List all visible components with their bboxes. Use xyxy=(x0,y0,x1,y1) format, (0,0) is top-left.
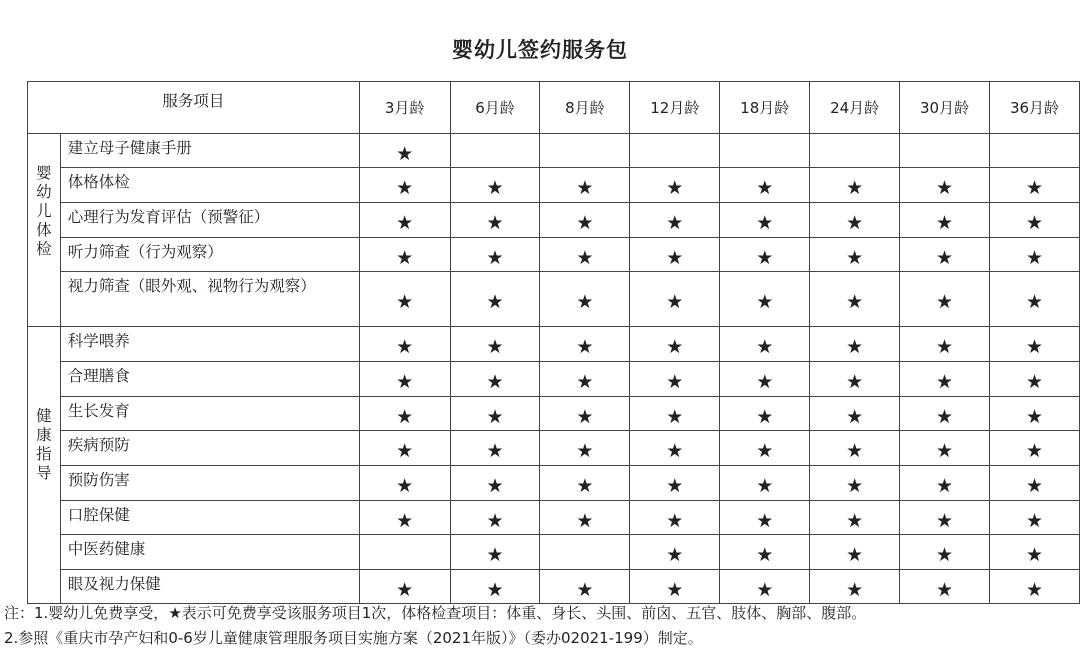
star-mark: ★ xyxy=(810,168,900,203)
star-mark: ★ xyxy=(359,168,450,203)
star-mark: ★ xyxy=(630,168,720,203)
header-age: 8月龄 xyxy=(540,82,630,134)
star-mark: ★ xyxy=(810,362,900,397)
service-item: 口腔保健 xyxy=(60,501,359,535)
star-mark: ★ xyxy=(450,501,540,535)
star-mark: ★ xyxy=(989,535,1079,570)
star-mark: ★ xyxy=(900,397,990,431)
table-row xyxy=(28,134,1080,168)
header-age: 3月龄 xyxy=(359,82,450,134)
star-mark: ★ xyxy=(540,397,630,431)
star-mark: ★ xyxy=(359,570,450,604)
table-row xyxy=(28,535,1080,570)
star-mark: ★ xyxy=(359,466,450,501)
star-mark: ★ xyxy=(450,570,540,604)
star-mark: ★ xyxy=(540,431,630,466)
star-mark: ★ xyxy=(900,238,990,272)
star-mark: ★ xyxy=(810,397,900,431)
star-mark: ★ xyxy=(540,238,630,272)
service-item: 心理行为发育评估（预警征） xyxy=(60,203,359,238)
star-mark: ★ xyxy=(989,466,1079,501)
service-item: 中医药健康 xyxy=(60,535,359,570)
header-age: 6月龄 xyxy=(450,82,540,134)
star-mark: ★ xyxy=(989,168,1079,203)
star-mark: ★ xyxy=(630,501,720,535)
star-mark: ★ xyxy=(630,203,720,238)
group-cell xyxy=(28,134,61,327)
star-mark: ★ xyxy=(359,134,450,168)
star-mark: ★ xyxy=(450,203,540,238)
star-mark: ★ xyxy=(900,168,990,203)
star-mark: ★ xyxy=(720,362,810,397)
star-mark: ★ xyxy=(540,272,630,327)
star-mark: ★ xyxy=(450,272,540,327)
star-mark: ★ xyxy=(720,168,810,203)
star-mark: ★ xyxy=(810,466,900,501)
empty-cell xyxy=(540,535,630,570)
header-age: 12月龄 xyxy=(630,82,720,134)
star-mark: ★ xyxy=(810,570,900,604)
star-mark: ★ xyxy=(810,535,900,570)
star-mark: ★ xyxy=(450,397,540,431)
group-label: 健康指导 xyxy=(36,407,52,482)
service-item: 听力筛查（行为观察） xyxy=(60,238,359,272)
star-mark: ★ xyxy=(359,203,450,238)
star-mark: ★ xyxy=(900,466,990,501)
star-mark: ★ xyxy=(540,466,630,501)
star-mark: ★ xyxy=(900,535,990,570)
star-mark: ★ xyxy=(810,501,900,535)
table-row xyxy=(28,327,1080,362)
service-item: 疾病预防 xyxy=(60,431,359,466)
star-mark: ★ xyxy=(630,431,720,466)
star-mark: ★ xyxy=(630,362,720,397)
service-item: 体格体检 xyxy=(60,168,359,203)
star-mark: ★ xyxy=(540,327,630,362)
star-mark: ★ xyxy=(900,362,990,397)
star-mark: ★ xyxy=(450,362,540,397)
star-mark: ★ xyxy=(450,431,540,466)
star-mark: ★ xyxy=(810,238,900,272)
star-mark: ★ xyxy=(720,327,810,362)
star-mark: ★ xyxy=(359,397,450,431)
service-package-table xyxy=(27,81,1080,604)
star-mark: ★ xyxy=(989,203,1079,238)
service-item: 合理膳食 xyxy=(60,362,359,397)
star-mark: ★ xyxy=(900,431,990,466)
empty-cell xyxy=(989,134,1079,168)
table-row xyxy=(28,362,1080,397)
empty-cell xyxy=(630,134,720,168)
star-mark: ★ xyxy=(989,501,1079,535)
group-cell xyxy=(28,327,61,604)
star-mark: ★ xyxy=(989,362,1079,397)
star-mark: ★ xyxy=(450,238,540,272)
star-mark: ★ xyxy=(989,570,1079,604)
service-item: 科学喂养 xyxy=(60,327,359,362)
star-mark: ★ xyxy=(630,327,720,362)
group-label: 婴幼儿体检 xyxy=(36,164,52,258)
star-mark: ★ xyxy=(359,327,450,362)
empty-cell xyxy=(450,134,540,168)
star-mark: ★ xyxy=(720,238,810,272)
empty-cell xyxy=(720,134,810,168)
star-mark: ★ xyxy=(720,431,810,466)
service-item: 视力筛查（眼外观、视物行为观察） xyxy=(60,272,359,327)
star-mark: ★ xyxy=(720,272,810,327)
star-mark: ★ xyxy=(989,397,1079,431)
star-mark: ★ xyxy=(540,168,630,203)
star-mark: ★ xyxy=(810,203,900,238)
header-age: 18月龄 xyxy=(720,82,810,134)
star-mark: ★ xyxy=(900,501,990,535)
star-mark: ★ xyxy=(720,397,810,431)
header-age: 36月龄 xyxy=(989,82,1079,134)
star-mark: ★ xyxy=(450,535,540,570)
star-mark: ★ xyxy=(630,272,720,327)
table-row xyxy=(28,431,1080,466)
service-item: 预防伤害 xyxy=(60,466,359,501)
star-mark: ★ xyxy=(989,238,1079,272)
star-mark: ★ xyxy=(359,272,450,327)
service-item: 生长发育 xyxy=(60,397,359,431)
star-mark: ★ xyxy=(720,466,810,501)
star-mark: ★ xyxy=(450,466,540,501)
empty-cell xyxy=(900,134,990,168)
table-row xyxy=(28,238,1080,272)
star-mark: ★ xyxy=(630,397,720,431)
star-mark: ★ xyxy=(900,570,990,604)
star-mark: ★ xyxy=(359,431,450,466)
star-mark: ★ xyxy=(810,272,900,327)
table-row xyxy=(28,168,1080,203)
empty-cell xyxy=(810,134,900,168)
table-row xyxy=(28,397,1080,431)
header-row xyxy=(28,82,1080,134)
star-mark: ★ xyxy=(989,327,1079,362)
star-mark: ★ xyxy=(450,168,540,203)
header-age: 24月龄 xyxy=(810,82,900,134)
table-row xyxy=(28,466,1080,501)
empty-cell xyxy=(540,134,630,168)
empty-cell xyxy=(359,535,450,570)
star-mark: ★ xyxy=(540,501,630,535)
note-line-1: 注：1.婴幼儿免费享受，★表示可免费享受该服务项目1次，体格检查项目：体重、身长、头围、前囟、五官、肢体、胸部、腹部。 xyxy=(4,604,867,622)
header-service: 服务项目 xyxy=(28,82,360,134)
star-mark: ★ xyxy=(720,535,810,570)
table-title: 婴幼儿签约服务包 xyxy=(452,37,628,62)
star-mark: ★ xyxy=(630,238,720,272)
star-mark: ★ xyxy=(900,203,990,238)
star-mark: ★ xyxy=(630,570,720,604)
table-row xyxy=(28,501,1080,535)
star-mark: ★ xyxy=(720,203,810,238)
star-mark: ★ xyxy=(720,501,810,535)
star-mark: ★ xyxy=(359,238,450,272)
star-mark: ★ xyxy=(540,570,630,604)
star-mark: ★ xyxy=(450,327,540,362)
star-mark: ★ xyxy=(359,362,450,397)
header-age: 30月龄 xyxy=(900,82,990,134)
star-mark: ★ xyxy=(720,570,810,604)
star-mark: ★ xyxy=(540,203,630,238)
star-mark: ★ xyxy=(900,327,990,362)
table-row xyxy=(28,272,1080,327)
star-mark: ★ xyxy=(359,501,450,535)
star-mark: ★ xyxy=(630,466,720,501)
service-item: 建立母子健康手册 xyxy=(60,134,359,168)
table-row xyxy=(28,203,1080,238)
star-mark: ★ xyxy=(540,362,630,397)
star-mark: ★ xyxy=(989,431,1079,466)
star-mark: ★ xyxy=(810,431,900,466)
star-mark: ★ xyxy=(630,535,720,570)
star-mark: ★ xyxy=(989,272,1079,327)
table-row xyxy=(28,570,1080,604)
star-mark: ★ xyxy=(810,327,900,362)
note-line-2: 2.参照《重庆市孕产妇和0-6岁儿童健康管理服务项目实施方案（2021年版）》（委办02021-199）制定。 xyxy=(4,629,703,647)
service-item: 眼及视力保健 xyxy=(60,570,359,604)
star-mark: ★ xyxy=(900,272,990,327)
